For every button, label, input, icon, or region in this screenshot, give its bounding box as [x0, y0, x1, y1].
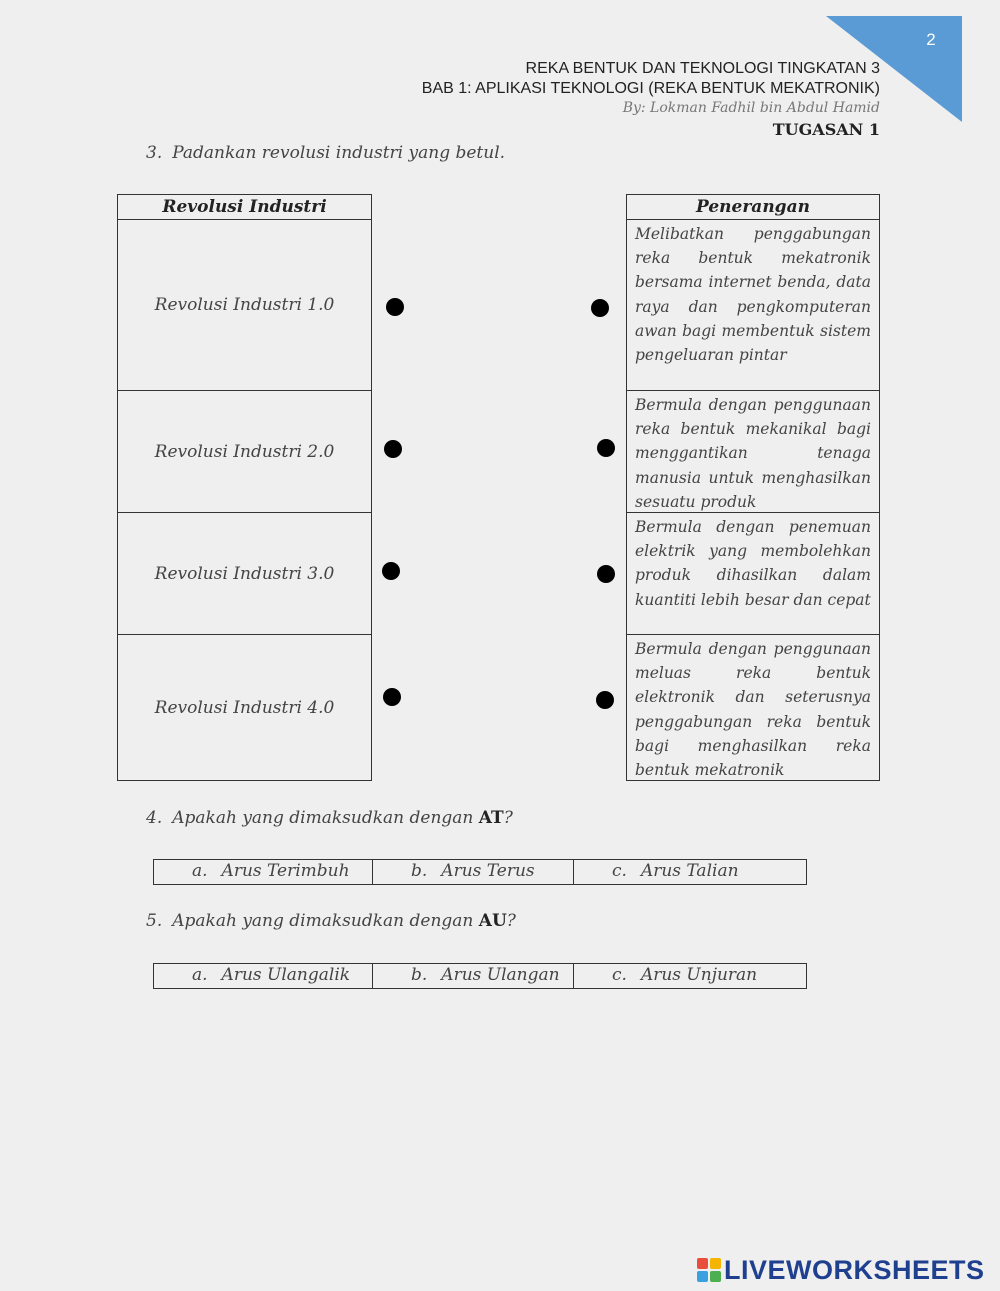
option-letter: b.: [411, 965, 428, 985]
answer-options-q4: [153, 859, 807, 885]
match-dot-left-3[interactable]: [382, 562, 400, 580]
right-item-1: Melibatkan penggabungan reka bentuk mekatronik bersama internet benda, data raya dan pengkomputeran awan bagi membentuk sistem pengeluaran pintar: [626, 220, 880, 391]
option-c[interactable]: [573, 860, 806, 884]
match-dot-right-4[interactable]: [596, 691, 614, 709]
question-mark: ?: [506, 911, 516, 931]
header-author: By: Lokman Fadhil bin Abdul Hamid: [622, 100, 880, 116]
option-b[interactable]: [372, 964, 573, 988]
right-item-4: Bermula dengan penggunaan meluas reka bentuk elektronik dan seterusnya penggabungan reka bentuk bagi menghasilkan reka bentuk mekatronik: [626, 635, 880, 781]
option-label: Arus Ulangalik: [221, 965, 351, 985]
question-4: [146, 808, 513, 828]
match-dot-right-1[interactable]: [591, 299, 609, 317]
question-5: [146, 911, 516, 931]
page-number: 2: [926, 30, 936, 49]
left-item-2: Revolusi Industri 2.0: [117, 391, 372, 513]
question-text: Apakah yang dimaksudkan dengan: [172, 808, 479, 828]
option-label: Arus Unjuran: [640, 965, 758, 985]
right-item-3: Bermula dengan penemuan elektrik yang membolehkan produk dihasilkan dalam kuantiti lebih besar dan cepat: [626, 513, 880, 635]
question-text: Padankan revolusi industri yang betul.: [172, 143, 506, 163]
option-b[interactable]: [372, 860, 573, 884]
option-a[interactable]: [154, 964, 372, 988]
question-text: Apakah yang dimaksudkan dengan: [172, 911, 479, 931]
answer-options-q5: [153, 963, 807, 989]
right-column-header: Penerangan: [626, 194, 880, 220]
left-column-header: Revolusi Industri: [117, 194, 372, 220]
question-mark: ?: [503, 808, 513, 828]
option-c[interactable]: [573, 964, 806, 988]
header-chapter: BAB 1: APLIKASI TEKNOLOGI (REKA BENTUK MEKATRONIK): [421, 80, 880, 97]
option-label: Arus Talian: [640, 861, 739, 881]
option-letter: c.: [612, 965, 627, 985]
liveworksheets-logo-icon: [697, 1258, 721, 1282]
left-item-1: Revolusi Industri 1.0: [117, 220, 372, 391]
option-letter: a.: [192, 861, 208, 881]
option-label: Arus Ulangan: [441, 965, 560, 985]
option-letter: a.: [192, 965, 208, 985]
question-term: AU: [478, 911, 507, 931]
question-term: AT: [478, 808, 504, 828]
option-letter: c.: [612, 861, 627, 881]
brand-name: LIVEWORKSHEETS: [724, 1254, 985, 1285]
liveworksheets-brand[interactable]: [697, 1254, 985, 1286]
match-dot-left-4[interactable]: [383, 688, 401, 706]
question-3: [146, 143, 505, 163]
option-letter: b.: [411, 861, 428, 881]
match-dot-left-1[interactable]: [386, 298, 404, 316]
question-number: 5.: [146, 911, 163, 931]
header-task: TUGASAN 1: [772, 120, 880, 139]
right-item-2: Bermula dengan penggunaan reka bentuk mekanikal bagi menggantikan tenaga manusia untuk menghasilkan sesuatu produk: [626, 391, 880, 513]
option-a[interactable]: [154, 860, 372, 884]
question-number: 3.: [146, 143, 163, 163]
match-dot-right-3[interactable]: [597, 565, 615, 583]
left-item-4: Revolusi Industri 4.0: [117, 635, 372, 781]
option-label: Arus Terus: [441, 861, 535, 881]
question-number: 4.: [146, 808, 163, 828]
header-subject: REKA BENTUK DAN TEKNOLOGI TINGKATAN 3: [525, 60, 880, 77]
match-dot-left-2[interactable]: [384, 440, 402, 458]
option-label: Arus Terimbuh: [221, 861, 350, 881]
left-item-3: Revolusi Industri 3.0: [117, 513, 372, 635]
match-dot-right-2[interactable]: [597, 439, 615, 457]
